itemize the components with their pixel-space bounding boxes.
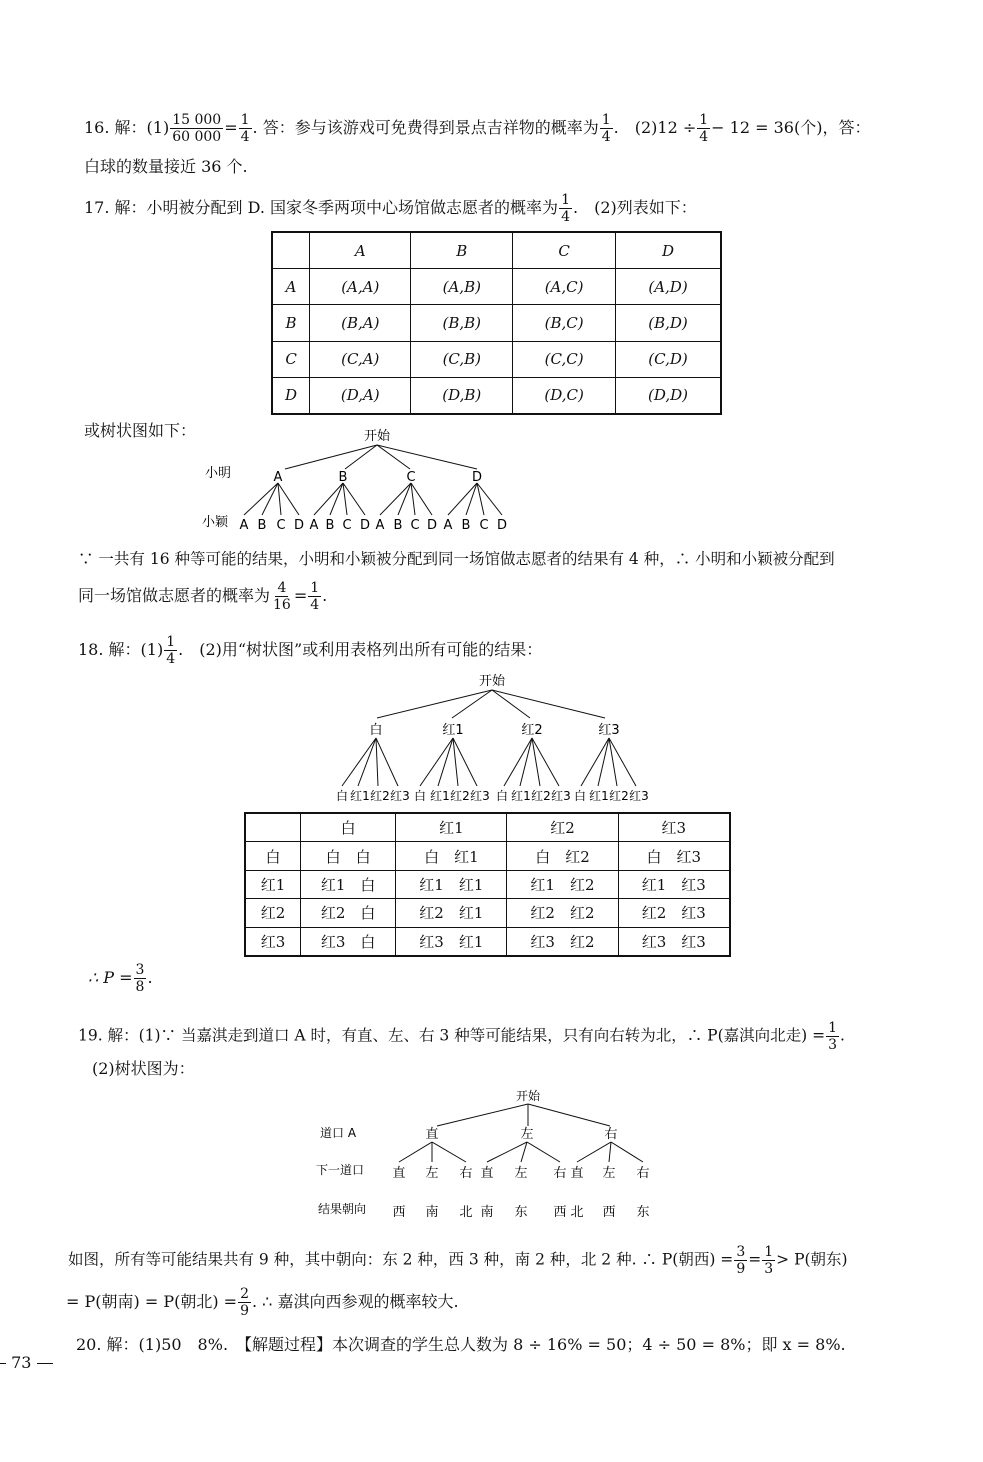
tree-leaf: 直 [480, 1166, 494, 1181]
fraction: $\frac{1}{4}$ [240, 112, 250, 145]
table-row: 红1 红1 白 红1 红1 红1 红2 红1 红3 [245, 870, 730, 898]
tree-result: 西 [602, 1205, 616, 1220]
tree-leaf: 红3 [551, 789, 571, 803]
tree-leaf: B [257, 518, 267, 533]
tree-leaf: C [276, 518, 286, 533]
tree-leaf: 右 [459, 1166, 473, 1181]
table-row: 红3 红3 白 红3 红1 红3 红2 红3 红3 [245, 927, 730, 956]
tree-leaf: 左 [514, 1166, 528, 1181]
fraction: $\frac{1}{4}$ [310, 580, 320, 613]
tree-leaf: 白 [335, 789, 349, 803]
q18-tree-diagram [0, 668, 983, 808]
fraction: $\frac{1}{4}$ [561, 192, 570, 225]
q16-line2: 白球的数量接近 36 个. [84, 157, 248, 176]
q20-line: 20. 解：(1)50 8%. 【解题过程】本次调查的学生总人数为 8 ÷ 16% = 50；4 ÷ 50 = 8%；即 x = 8%. [76, 1335, 846, 1354]
tree-leaf: C [479, 518, 489, 533]
tree-root: 开始 [478, 674, 506, 689]
tree-leaf: A [375, 518, 385, 533]
tree-node: 白 [369, 723, 383, 738]
tree-leaf: 红2 [450, 789, 470, 803]
q18-line1: 18. 解：(1) $\frac{1}{4}$ . (2)用“树状图”或利用表格列出所有可能的结果： [78, 634, 543, 667]
q19-conclusion-2: = P(朝南) = P(朝北) = $\frac{2}{9}$ . ∴ 嘉淇向西参观的概率较大. [66, 1286, 459, 1319]
tree-label: 道口 A [320, 1126, 357, 1140]
tree-result: 北 [459, 1205, 473, 1220]
q18-result: ∴ P = $\frac{3}{8}$ . [88, 962, 153, 995]
tree-leaf: C [342, 518, 352, 533]
q18-table [244, 812, 731, 957]
tree-leaf: C [410, 518, 420, 533]
tree-leaf: 直 [392, 1166, 406, 1181]
tree-leaf: 红1 [511, 789, 531, 803]
tree-result: 北 [570, 1205, 584, 1220]
tree-result: 西 [392, 1205, 406, 1220]
tree-leaf: 红3 [470, 789, 490, 803]
table-row: A (A,A) (A,B) (A,C) (A,D) [272, 269, 721, 305]
fraction: $\frac{2}{9}$ [240, 1286, 249, 1319]
q19-tree-diagram [0, 1082, 983, 1222]
tree-leaf: 红3 [390, 789, 410, 803]
table-row: A B C D [272, 232, 721, 269]
tree-leaf: 红2 [609, 789, 629, 803]
tree-leaf: 红2 [531, 789, 551, 803]
fraction: $\frac{1}{4}$ [601, 112, 611, 145]
tree-node: 左 [520, 1127, 534, 1142]
tree-leaf: 白 [413, 789, 427, 803]
table-row: B (B,A) (B,B) (B,C) (B,D) [272, 305, 721, 341]
fraction: $\frac{4}{16}$ [273, 580, 291, 613]
tree-leaf: B [325, 518, 335, 533]
q17-table [271, 231, 722, 415]
fraction: $\frac{1}{3}$ [828, 1020, 838, 1053]
fraction: $\frac{1}{3}$ [764, 1244, 774, 1277]
tree-node: 右 [604, 1127, 618, 1142]
fraction: $\frac{15 000}{60 000}$ [172, 112, 222, 145]
tree-leaf: 白 [573, 789, 587, 803]
fraction: $\frac{1}{4}$ [699, 112, 709, 145]
tree-node: 红1 [442, 723, 464, 738]
tree-node: A [273, 470, 283, 485]
tree-leaf: 红3 [629, 789, 649, 803]
tree-result: 东 [636, 1205, 650, 1220]
tree-leaf: A [309, 518, 319, 533]
tree-leaf: A [239, 518, 249, 533]
tree-leaf: D [496, 518, 508, 533]
tree-result: 南 [425, 1205, 439, 1220]
q17-tree-intro: 或树状图如下： [84, 421, 197, 440]
fraction: $\frac{3}{8}$ [135, 962, 145, 995]
fraction: $\frac{1}{4}$ [166, 634, 176, 667]
tree-label: 小明 [205, 466, 232, 481]
tree-leaf: 红1 [430, 789, 450, 803]
tree-leaf: 红1 [350, 789, 370, 803]
tree-root: 开始 [515, 1089, 541, 1103]
tree-leaf: 白 [495, 789, 509, 803]
tree-leaf: 红2 [370, 789, 390, 803]
tree-label: 下一道口 [316, 1163, 365, 1177]
q17-conclusion-1: ∵ 一共有 16 种等可能的结果，小明和小颖被分配到同一场馆做志愿者的结果有 4 种，∴ 小明和小颖被分配到 [78, 550, 835, 568]
page-number: 73 [0, 1352, 53, 1374]
tree-node: 直 [425, 1127, 439, 1142]
tree-leaf: B [461, 518, 471, 533]
q17-conclusion-2: 同一场馆做志愿者的概率为 $\frac{4}{16}$ = $\frac{1}{4}$ . [78, 580, 328, 613]
table-row: 白 白 白 白 红1 白 红2 白 红3 [245, 842, 730, 870]
table-row: D (D,A) (D,B) (D,C) (D,D) [272, 377, 721, 414]
tree-leaf: 左 [425, 1166, 439, 1181]
tree-leaf: D [426, 518, 438, 533]
tree-result: 东 [514, 1205, 528, 1220]
tree-leaf: A [443, 518, 453, 533]
table-row: 白 红1 红2 红3 [245, 813, 730, 842]
tree-leaf: 右 [636, 1166, 650, 1181]
tree-label: 结果朝向 [318, 1202, 367, 1216]
tree-node: D [471, 470, 483, 485]
tree-root: 开始 [363, 429, 391, 444]
q17-line1: 17. 解：小明被分配到 D. 国家冬季两项中心场馆做志愿者的概率为 $\frac{1}{4}$ . (2)列表如下： [84, 192, 697, 225]
q16-line1: 16. 解：(1) $\frac{15 000}{60 000}$ = $\frac{1}{4}$ . 答：参与该游戏可免费得到景点吉祥物的概率为 $\frac{1}{4}$ . (2)12 ÷ $\frac{1}{4}$ − 12 = 36(个)，答： [84, 112, 871, 145]
table-row: 红2 红2 白 红2 红1 红2 红2 红2 红3 [245, 899, 730, 927]
q17-tree-diagram [0, 425, 983, 535]
fraction: $\frac{3}{9}$ [736, 1244, 746, 1277]
tree-leaf: D [293, 518, 305, 533]
q19-conclusion-1: 如图，所有等可能结果共有 9 种，其中朝向：东 2 种，西 3 种，南 2 种，北 2 种. ∴ P(朝西) = $\frac{3}{9}$ = $\frac{1}{3}$ > P(朝东) [68, 1244, 848, 1277]
q19-line2: (2)树状图为： [92, 1059, 195, 1078]
tree-label: 小颖 [202, 515, 229, 530]
tree-leaf: 直 [570, 1166, 584, 1181]
tree-leaf: 右 [553, 1166, 567, 1181]
tree-leaf: B [393, 518, 403, 533]
q19-line1: 19. 解：(1)∵ 当嘉淇走到道口 A 时，有直、左、右 3 种等可能结果，只有向右转为北，∴ P(嘉淇向北走) = $\frac{1}{3}$ . [78, 1020, 845, 1053]
tree-result: 西 [553, 1205, 567, 1220]
tree-leaf: 左 [602, 1166, 616, 1181]
tree-leaf: 红1 [589, 789, 609, 803]
tree-node: B [338, 470, 348, 485]
table-row: C (C,A) (C,B) (C,C) (C,D) [272, 341, 721, 377]
tree-node: 红2 [521, 723, 543, 738]
tree-node: 红3 [598, 723, 620, 738]
tree-node: C [406, 470, 416, 485]
tree-result: 南 [480, 1205, 494, 1220]
tree-leaf: D [359, 518, 371, 533]
